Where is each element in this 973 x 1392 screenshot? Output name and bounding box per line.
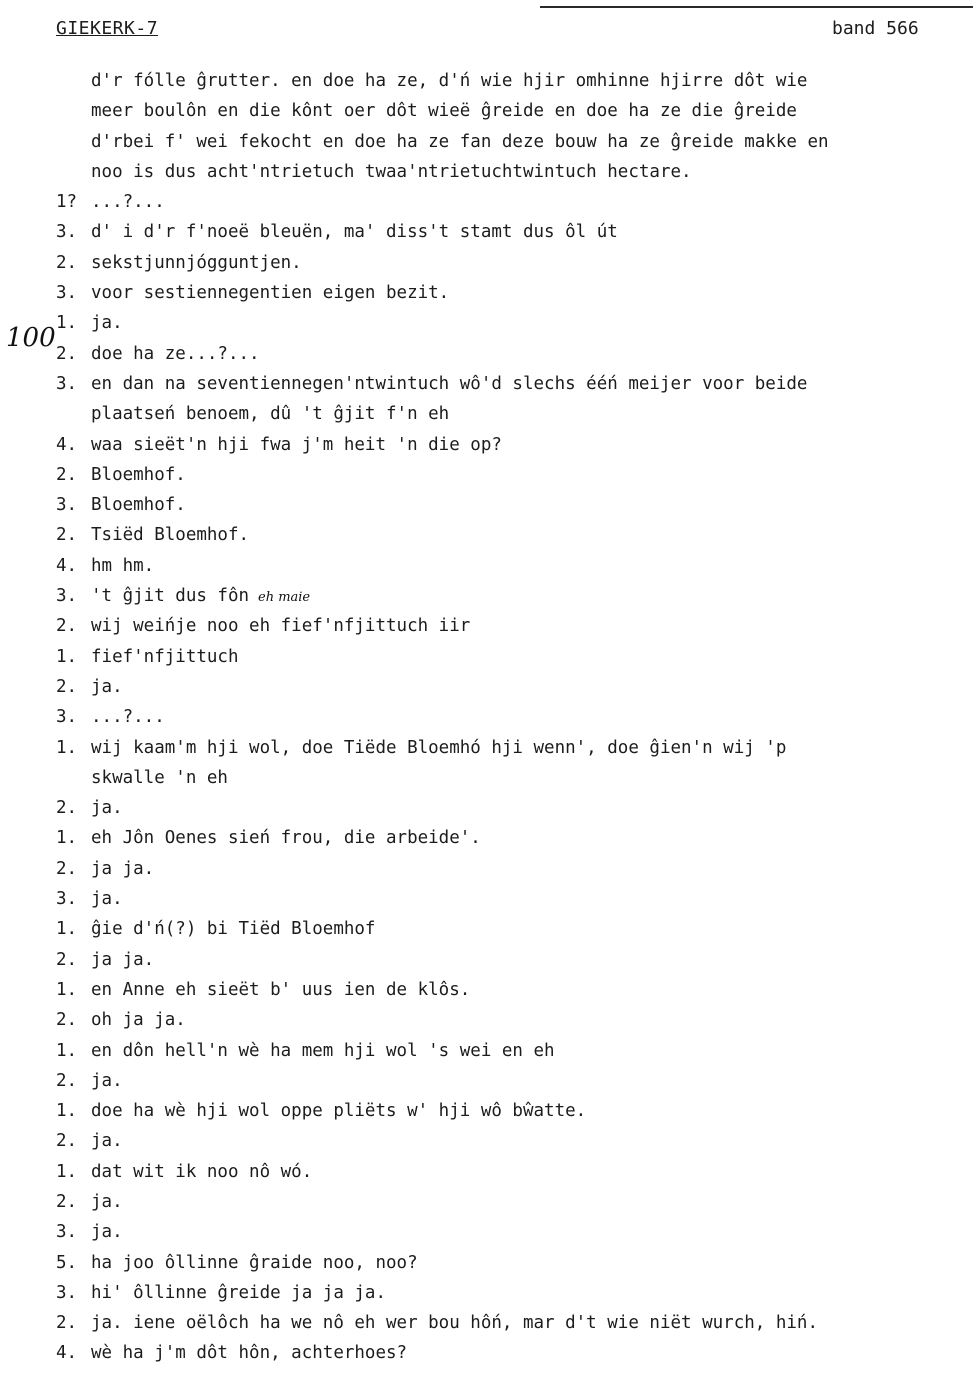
utterance-text: plaatseń benoem, dû 't ĝjit f'n eh <box>91 404 450 425</box>
transcript-line <box>0 369 973 399</box>
utterance-text: Tsiëd Bloemhof. <box>91 525 250 546</box>
transcript-line <box>0 308 973 338</box>
speaker-number: 3. <box>56 222 78 243</box>
transcript-line <box>0 823 973 853</box>
speaker-number: 3. <box>56 1282 78 1303</box>
transcript-line <box>0 702 973 732</box>
transcript-line <box>0 339 973 369</box>
transcript-line <box>0 1126 973 1156</box>
utterance-text: waa sieët'n hji fwa j'm heit 'n die op? <box>91 434 502 455</box>
tape-number: band 566 <box>832 18 919 39</box>
transcript-line <box>0 1187 973 1217</box>
transcript-line <box>0 945 973 975</box>
transcript-line <box>0 157 973 187</box>
speaker-number: 2. <box>56 798 78 819</box>
speaker-number: 4. <box>56 434 78 455</box>
transcript-line <box>0 1338 973 1368</box>
utterance-text: ja. <box>91 798 123 819</box>
transcript-line <box>0 1096 973 1126</box>
utterance-text: meer boulôn en die kônt oer dôt wieë ĝreide en doe ha ze die ĝreide <box>91 101 797 122</box>
utterance-text: d' i d'r f'noeë bleuën, ma' diss't stamt dus ôl út <box>91 222 618 243</box>
transcript-line <box>0 611 973 641</box>
transcript-line <box>0 854 973 884</box>
transcript-line <box>0 278 973 308</box>
margin-counter-note: 100 <box>6 323 56 353</box>
transcript-line <box>0 520 973 550</box>
transcript-line <box>0 733 973 763</box>
utterance-text: en dôn hell'n wè ha mem hji wol 's wei en eh <box>91 1040 555 1061</box>
utterance-text: fief'nfjittuch <box>91 646 239 667</box>
transcript-line <box>0 1248 973 1278</box>
speaker-number: 4. <box>56 1343 78 1364</box>
speaker-number: 3. <box>56 707 78 728</box>
transcript-line <box>0 914 973 944</box>
transcript-line <box>0 763 973 793</box>
utterance-text: ...?... <box>91 707 165 728</box>
utterance-text: skwalle 'n eh <box>91 767 228 788</box>
utterance-text: ja. <box>91 1070 123 1091</box>
speaker-number: 1. <box>56 1040 78 1061</box>
transcript-line <box>0 1308 973 1338</box>
utterance-text: eh Jôn Oenes sień frou, die arbeide'. <box>91 828 481 849</box>
transcript-body <box>0 66 973 1369</box>
transcript-line <box>0 66 973 96</box>
transcript-line <box>0 642 973 672</box>
transcript-line <box>0 1278 973 1308</box>
speaker-number: 2. <box>56 676 78 697</box>
utterance-text: en dan na seventiennegen'ntwintuch wô'd slechs ééń meijer voor beide <box>91 373 808 394</box>
speaker-number: 2. <box>56 949 78 970</box>
utterance-text: ja. <box>91 1191 123 1212</box>
speaker-number: 1. <box>56 1101 78 1122</box>
transcript-line <box>0 1005 973 1035</box>
transcript-line <box>0 672 973 702</box>
utterance-text: ja. <box>91 1131 123 1152</box>
speaker-number: 2. <box>56 525 78 546</box>
speaker-number: 3. <box>56 495 78 516</box>
speaker-number: 3. <box>56 373 78 394</box>
speaker-number: 1. <box>56 979 78 1000</box>
speaker-number: 2. <box>56 616 78 637</box>
utterance-text: voor sestiennegentien eigen bezit. <box>91 283 450 304</box>
transcript-line <box>0 127 973 157</box>
utterance-text: ja ja. <box>91 858 155 879</box>
handwritten-insert: eh maie <box>258 590 311 605</box>
utterance-text: ja ja. <box>91 949 155 970</box>
utterance-text: d'r fólle ĝrutter. en doe ha ze, d'ń wie hjir omhinne hjirre dôt wie <box>91 71 808 91</box>
transcript-line <box>0 399 973 429</box>
transcript-line <box>0 187 973 217</box>
utterance-text: wij kaam'm hji wol, doe Tiëde Bloemhó hji wenn', doe ĝien'n wij 'p <box>91 737 787 758</box>
utterance-text: dat wit ik noo nô wó. <box>91 1161 313 1182</box>
utterance-text: 't ĝjit dus fôn <box>91 586 250 607</box>
utterance-text: ja. <box>91 889 123 910</box>
speaker-number: 1. <box>56 919 78 940</box>
transcript-line <box>0 1036 973 1066</box>
speaker-number: 3. <box>56 283 78 304</box>
utterance-text: doe ha wè hji wol oppe pliëts w' hji wô bŵatte. <box>91 1101 587 1122</box>
speaker-number: 2. <box>56 858 78 879</box>
transcript-line <box>0 581 973 611</box>
transcript-line <box>0 490 973 520</box>
utterance-text: ha joo ôllinne ĝraide noo, noo? <box>91 1252 418 1273</box>
transcript-line <box>0 1066 973 1096</box>
transcript-line <box>0 460 973 490</box>
speaker-number: 3. <box>56 889 78 910</box>
transcript-line <box>0 1157 973 1187</box>
utterance-text: Bloemhof. <box>91 464 186 485</box>
transcript-line <box>0 1217 973 1247</box>
transcript-line <box>0 248 973 278</box>
transcript-line <box>0 884 973 914</box>
speaker-number: 2. <box>56 1191 78 1212</box>
utterance-text: doe ha ze...?... <box>91 343 260 364</box>
speaker-number: 5. <box>56 1252 78 1273</box>
utterance-text: hi' ôllinne ĝreide ja ja ja. <box>91 1282 387 1303</box>
speaker-number: 3. <box>56 586 78 607</box>
transcript-line <box>0 975 973 1005</box>
utterance-text: hm hm. <box>91 555 155 576</box>
speaker-number: 2. <box>56 343 78 364</box>
document-code: GIEKERK-7 <box>56 18 159 39</box>
utterance-text: sekstjunnjógguntjen. <box>91 252 302 273</box>
transcript-line <box>0 96 973 126</box>
utterance-text: oh ja ja. <box>91 1010 186 1031</box>
speaker-number: 1. <box>56 646 78 667</box>
speaker-number: 1. <box>56 737 78 758</box>
transcript-line <box>0 793 973 823</box>
utterance-text: ja. <box>91 313 123 334</box>
speaker-number: 2. <box>56 1070 78 1091</box>
speaker-number: 4. <box>56 555 78 576</box>
speaker-number: 1. <box>56 828 78 849</box>
utterance-text: ja. iene oëlôch ha we nô eh wer bou hôń, mar d't wie niët wurch, hiń. <box>91 1313 818 1334</box>
utterance-text: ĝie d'ń(?) bi Tiëd Bloemhof <box>91 919 376 940</box>
transcript-line <box>0 430 973 460</box>
speaker-number: 1. <box>56 1161 78 1182</box>
top-rule <box>540 6 973 8</box>
speaker-number: 2. <box>56 252 78 273</box>
speaker-number: 1. <box>56 313 78 334</box>
utterance-text: wij weińje noo eh fief'nfjittuch iir <box>91 616 471 637</box>
speaker-number: 2. <box>56 1010 78 1031</box>
utterance-text: d'rbei f' wei fekocht en doe ha ze fan deze bouw ha ze ĝreide makke en <box>91 131 829 152</box>
utterance-text: en Anne eh sieët b' uus ien de klôs. <box>91 979 471 1000</box>
speaker-number: 2. <box>56 464 78 485</box>
transcript-line <box>0 217 973 247</box>
utterance-text: ...?... <box>91 192 165 213</box>
speaker-number: 2. <box>56 1313 78 1334</box>
utterance-text: noo is dus acht'ntrietuch twaa'ntrietuchtwintuch hectare. <box>91 161 692 182</box>
utterance-text: ja. <box>91 676 123 697</box>
utterance-text: ja. <box>91 1222 123 1243</box>
speaker-number: 3. <box>56 1222 78 1243</box>
utterance-text: Bloemhof. <box>91 495 186 516</box>
transcript-line <box>0 551 973 581</box>
speaker-number: 1? <box>56 192 78 213</box>
utterance-text: wè ha j'm dôt hôn, achterhoes? <box>91 1343 408 1364</box>
speaker-number: 2. <box>56 1131 78 1152</box>
